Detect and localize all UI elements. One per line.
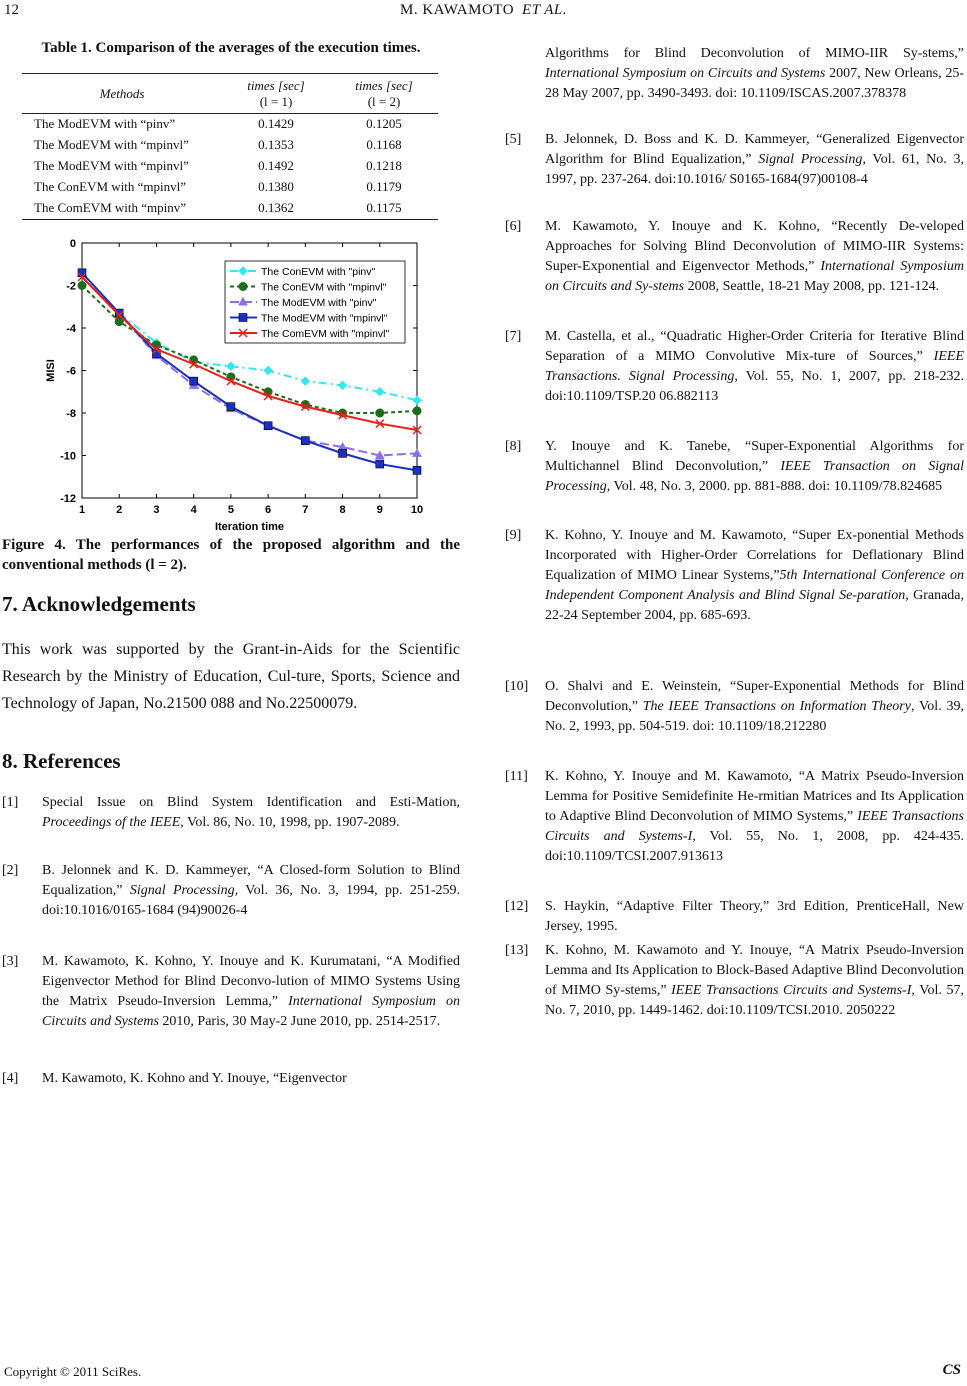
reference-authors-title: M. Kawamoto, Y. Inouye and K. Kohno, “Recently De-veloped Approaches for Solving Blind Deconvolution of MIMO-IIR Systems: Super-Exponential and Eigenvector Methods,”	[545, 219, 964, 274]
reference-number: [5]	[505, 132, 522, 147]
data-point	[339, 449, 347, 457]
reference-text	[545, 897, 964, 937]
x-tick-label: 4	[190, 504, 197, 516]
y-tick-label: -4	[66, 323, 76, 335]
x-axis-label: Iteration time	[214, 521, 285, 533]
cell-time-l1: 0.1429	[258, 116, 294, 131]
reference-authors-title: K. Kohno, M. Kawamoto and Y. Inouye, “A Matrix Pseudo-Inversion Lemma and Its Application to Block-Based Adaptive Blind Deconvolution of MIMO Sy-stems,”	[545, 943, 964, 998]
figure-caption: Figure 4. The performances of the proposed algorithm and the conventional methods (l = 2).	[2, 537, 460, 573]
reference-details: , Vol. 39, No. 2, 1993, pp. 504-519. doi: 10.1109/18.212280	[545, 699, 964, 734]
y-tick-label: -10	[60, 450, 76, 463]
reference-text	[545, 941, 964, 1021]
legend-entry: The ConEVM with "pinv"	[261, 266, 376, 278]
reference-text	[42, 952, 460, 1032]
reference-number: [10]	[505, 679, 529, 694]
references-title: 8. References	[2, 749, 121, 773]
table-row	[22, 156, 438, 177]
cell-time-l1: 0.1362	[258, 200, 294, 215]
running-header	[0, 2, 967, 19]
reference-text	[545, 217, 964, 297]
header-authors: M. KAWAMOTO	[400, 2, 515, 18]
x-tick-label: 5	[227, 504, 234, 516]
reference-number: [7]	[505, 329, 522, 344]
reference-text	[545, 44, 964, 104]
reference-number: [6]	[505, 219, 522, 234]
reference-authors-title: Special Issue on Blind System Identification and Esti-Mation,	[42, 795, 460, 810]
reference-authors-title: Algorithms for Blind Deconvolution of MIMO-IIR Sy-stems,”	[545, 46, 964, 61]
reference-venue: IEEE Transactions Circuits and Systems-I	[545, 809, 964, 844]
copyright: Copyright © 2011 SciRes.	[4, 1364, 142, 1379]
reference-authors-title: M. Castella, et al., “Quadratic Higher-Order Criteria for Iterative Blind Separation of a MIMO Convolutive Mix-ture of Sources,”	[545, 329, 964, 364]
comparison-table	[22, 73, 438, 220]
reference-number: [13]	[505, 943, 529, 958]
data-point	[239, 314, 247, 322]
reference-text	[42, 793, 460, 833]
reference-text	[545, 526, 964, 626]
reference-details: 2008, Seattle, 18-21 May 2008, pp. 121-124.	[684, 279, 940, 294]
journal-abbrev: CS	[942, 1362, 961, 1378]
reference-details: , Vol. 48, No. 3, 2000. pp. 881-888. doi: 10.1109/78.824685	[606, 479, 943, 494]
y-tick-label: 0	[69, 238, 76, 250]
cell-time-l2: 0.1168	[366, 137, 402, 152]
cell-time-l1: 0.1492	[258, 158, 294, 173]
legend-entry: The ConEVM with "mpinvl"	[261, 281, 387, 294]
y-axis-label: MISI	[45, 359, 57, 382]
reference-authors-title: S. Haykin, “Adaptive Filter Theory,” 3rd Edition, PrenticeHall, New Jersey, 1995.	[545, 899, 964, 934]
ack-text: This work was supported by the Grant-in-Aids for the Scientific Research by the Ministry of Education, Cul-ture, Sports, Science and Technology of Japan, No.21500 088 and No.22500079.	[2, 641, 460, 712]
reference-number: [11]	[505, 769, 528, 784]
data-point	[413, 407, 421, 415]
header-times-l1: times [sec] (l = 1)	[222, 74, 330, 114]
reference-details: 2010, Paris, 30 May-2 June 2010, pp. 2514-2517.	[158, 1014, 441, 1029]
table-row	[22, 198, 438, 220]
y-tick-label: -12	[60, 493, 76, 505]
cell-time-l2: 0.1179	[366, 179, 402, 194]
reference-venue: International Symposium on Circuits and Sy-stems	[545, 259, 964, 294]
table-row	[22, 114, 438, 136]
cell-time-l2: 0.1205	[366, 116, 402, 131]
reference-authors-title: B. Jelonnek and K. D. Kammeyer, “A Closed-form Solution to Blind Equalization,”	[42, 863, 460, 898]
reference-details: , Vol. 55, No. 1, 2007, pp. 218-232. doi:10.1109/TSP.20 06.882113	[545, 369, 965, 404]
reference-authors-title: K. Kohno, Y. Inouye and M. Kawamoto, “A Matrix Pseudo-Inversion Lemma for Positive Semidefinite He-rmitian Matrices and Its Application to Adaptive Blind Deconvolution of MIMO Systems,”	[545, 769, 964, 824]
cell-method: The ModEVM with “pinv”	[34, 116, 176, 131]
x-tick-label: 8	[339, 504, 346, 516]
reference-text	[545, 327, 964, 407]
ack-title: 7. Acknowledgements	[2, 592, 196, 616]
reference-text	[545, 130, 964, 190]
reference-venue: Proceedings of the IEEE	[42, 815, 181, 830]
reference-details: , Vol. 55, No. 1, 2008, pp. 424-435. doi:10.1109/TCSI.2007.913613	[545, 829, 965, 864]
reference-authors-title: B. Jelonnek, D. Boss and K. D. Kammeyer, “Generalized Eigenvector Algorithm for Blind Equalization,”	[545, 132, 964, 167]
x-tick-label: 6	[265, 504, 272, 516]
legend-entry: The ComEVM with "mpinvl"	[261, 328, 390, 340]
data-point	[413, 466, 421, 474]
data-point	[78, 282, 86, 290]
cell-time-l2: 0.1175	[366, 200, 402, 215]
reference-text	[545, 767, 964, 867]
reference-details: , Vol. 57, No. 7, 2010, pp. 1449-1462. doi:10.1109/TCSI.2010. 2050222	[545, 983, 964, 1018]
y-tick-label: -6	[66, 365, 76, 378]
header-methods: Methods	[22, 74, 222, 114]
page-number: 12	[4, 2, 19, 18]
table-row	[22, 135, 438, 156]
cell-time-l1: 0.1353	[258, 137, 294, 152]
reference-number: [3]	[2, 954, 19, 969]
cell-method: The ModEVM with “mpinvl”	[34, 137, 189, 152]
y-tick-label: -2	[66, 280, 76, 293]
x-tick-label: 10	[410, 504, 424, 516]
reference-text	[545, 437, 964, 497]
reference-authors-title: M. Kawamoto, K. Kohno, Y. Inouye and K. Kurumatani, “A Modified Eigenvector Method for Blind Deconvo-lution of MIMO Systems Using the Matrix Pseudo-Inversion Lemma,”	[42, 954, 460, 1009]
reference-number: [9]	[505, 528, 522, 543]
reference-venue: IEEE Transactions Circuits and Systems-I	[671, 983, 912, 998]
x-tick-label: 9	[376, 504, 383, 516]
reference-venue: The IEEE Transactions on Information Theory	[642, 699, 911, 714]
reference-text	[545, 677, 964, 737]
data-point	[227, 403, 235, 411]
reference-venue: IEEE Transactions. Signal Processing	[545, 349, 964, 384]
table-header-row	[22, 74, 438, 114]
x-tick-label: 2	[116, 504, 123, 516]
reference-details: , Vol. 61, No. 3, 1997, pp. 237-264. doi:10.1016/ S0165-1684(97)00108-4	[545, 152, 964, 187]
header-times-l2: times [sec] (l = 2)	[330, 74, 438, 114]
reference-details: , Granada, 22-24 September 2004, pp. 685-693.	[545, 588, 964, 623]
data-point	[264, 422, 272, 430]
data-point	[78, 269, 86, 277]
cell-time-l1: 0.1380	[258, 179, 294, 194]
cell-method: The ModEVM with “mpinvl”	[34, 158, 189, 173]
cell-time-l2: 0.1218	[366, 158, 402, 173]
cell-method: The ComEVM with “mpinv”	[34, 200, 187, 215]
reference-venue: Signal Processing	[758, 152, 863, 167]
reference-venue: Signal Processing	[129, 883, 235, 898]
data-point	[376, 460, 384, 468]
data-point	[301, 437, 309, 445]
reference-text	[42, 1069, 460, 1089]
reference-number: [12]	[505, 899, 529, 914]
reference-venue: 5th International Conference on Independent Component Analysis and Blind Signal Se-paration	[545, 568, 964, 603]
cell-method: The ConEVM with “mpinvl”	[34, 179, 187, 194]
data-point	[376, 409, 384, 417]
reference-authors-title: O. Shalvi and E. Weinstein, “Super-Exponential Methods for Blind Deconvolution,”	[545, 679, 964, 714]
x-tick-label: 3	[153, 504, 160, 516]
reference-number: [4]	[2, 1071, 19, 1086]
reference-details: , Vol. 36, No. 3, 1994, pp. 251-259. doi:10.1016/0165-1684 (94)90026-4	[42, 883, 460, 918]
reference-number: [8]	[505, 439, 522, 454]
reference-details: , Vol. 86, No. 10, 1998, pp. 1907-2089.	[180, 815, 400, 830]
reference-authors-title: M. Kawamoto, K. Kohno and Y. Inouye, “Eigenvector	[42, 1071, 347, 1086]
table-caption: Table 1. Comparison of the averages of the execution times.	[41, 40, 421, 56]
legend-entry: The ModEVM with "pinv"	[261, 297, 377, 309]
reference-number: [1]	[2, 795, 19, 810]
table-row	[22, 177, 438, 198]
reference-text	[42, 861, 460, 921]
reference-venue: International Symposium on Circuits and Systems	[545, 66, 826, 81]
data-point	[239, 283, 247, 291]
x-tick-label: 7	[302, 504, 309, 516]
header-et-al: ET AL.	[522, 2, 567, 18]
reference-venue: International Symposium on Circuits and Systems	[42, 994, 461, 1029]
reference-authors-title: Y. Inouye and K. Tanebe, “Super-Exponential Algorithms for Multichannel Blind Deconvolution,”	[545, 439, 964, 474]
legend-entry: The ModEVM with "mpinvl"	[261, 312, 388, 325]
reference-authors-title: K. Kohno, Y. Inouye and M. Kawamoto, “Super Ex-ponential Methods Incorporated with Higher-Order Correlations for Deflationary Blind Equalization of MIMO Linear Systems,”	[545, 528, 964, 583]
y-tick-label: -8	[66, 408, 76, 420]
x-tick-label: 1	[78, 504, 86, 516]
reference-number: [2]	[2, 863, 19, 878]
performance-chart	[40, 233, 440, 533]
reference-venue: IEEE Transaction on Signal Processing	[545, 459, 964, 494]
reference-details: 2007, New Orleans, 25-28 May 2007, pp. 3490-3493. doi: 10.1109/ISCAS.2007.378378	[545, 66, 965, 101]
data-point	[190, 377, 198, 385]
